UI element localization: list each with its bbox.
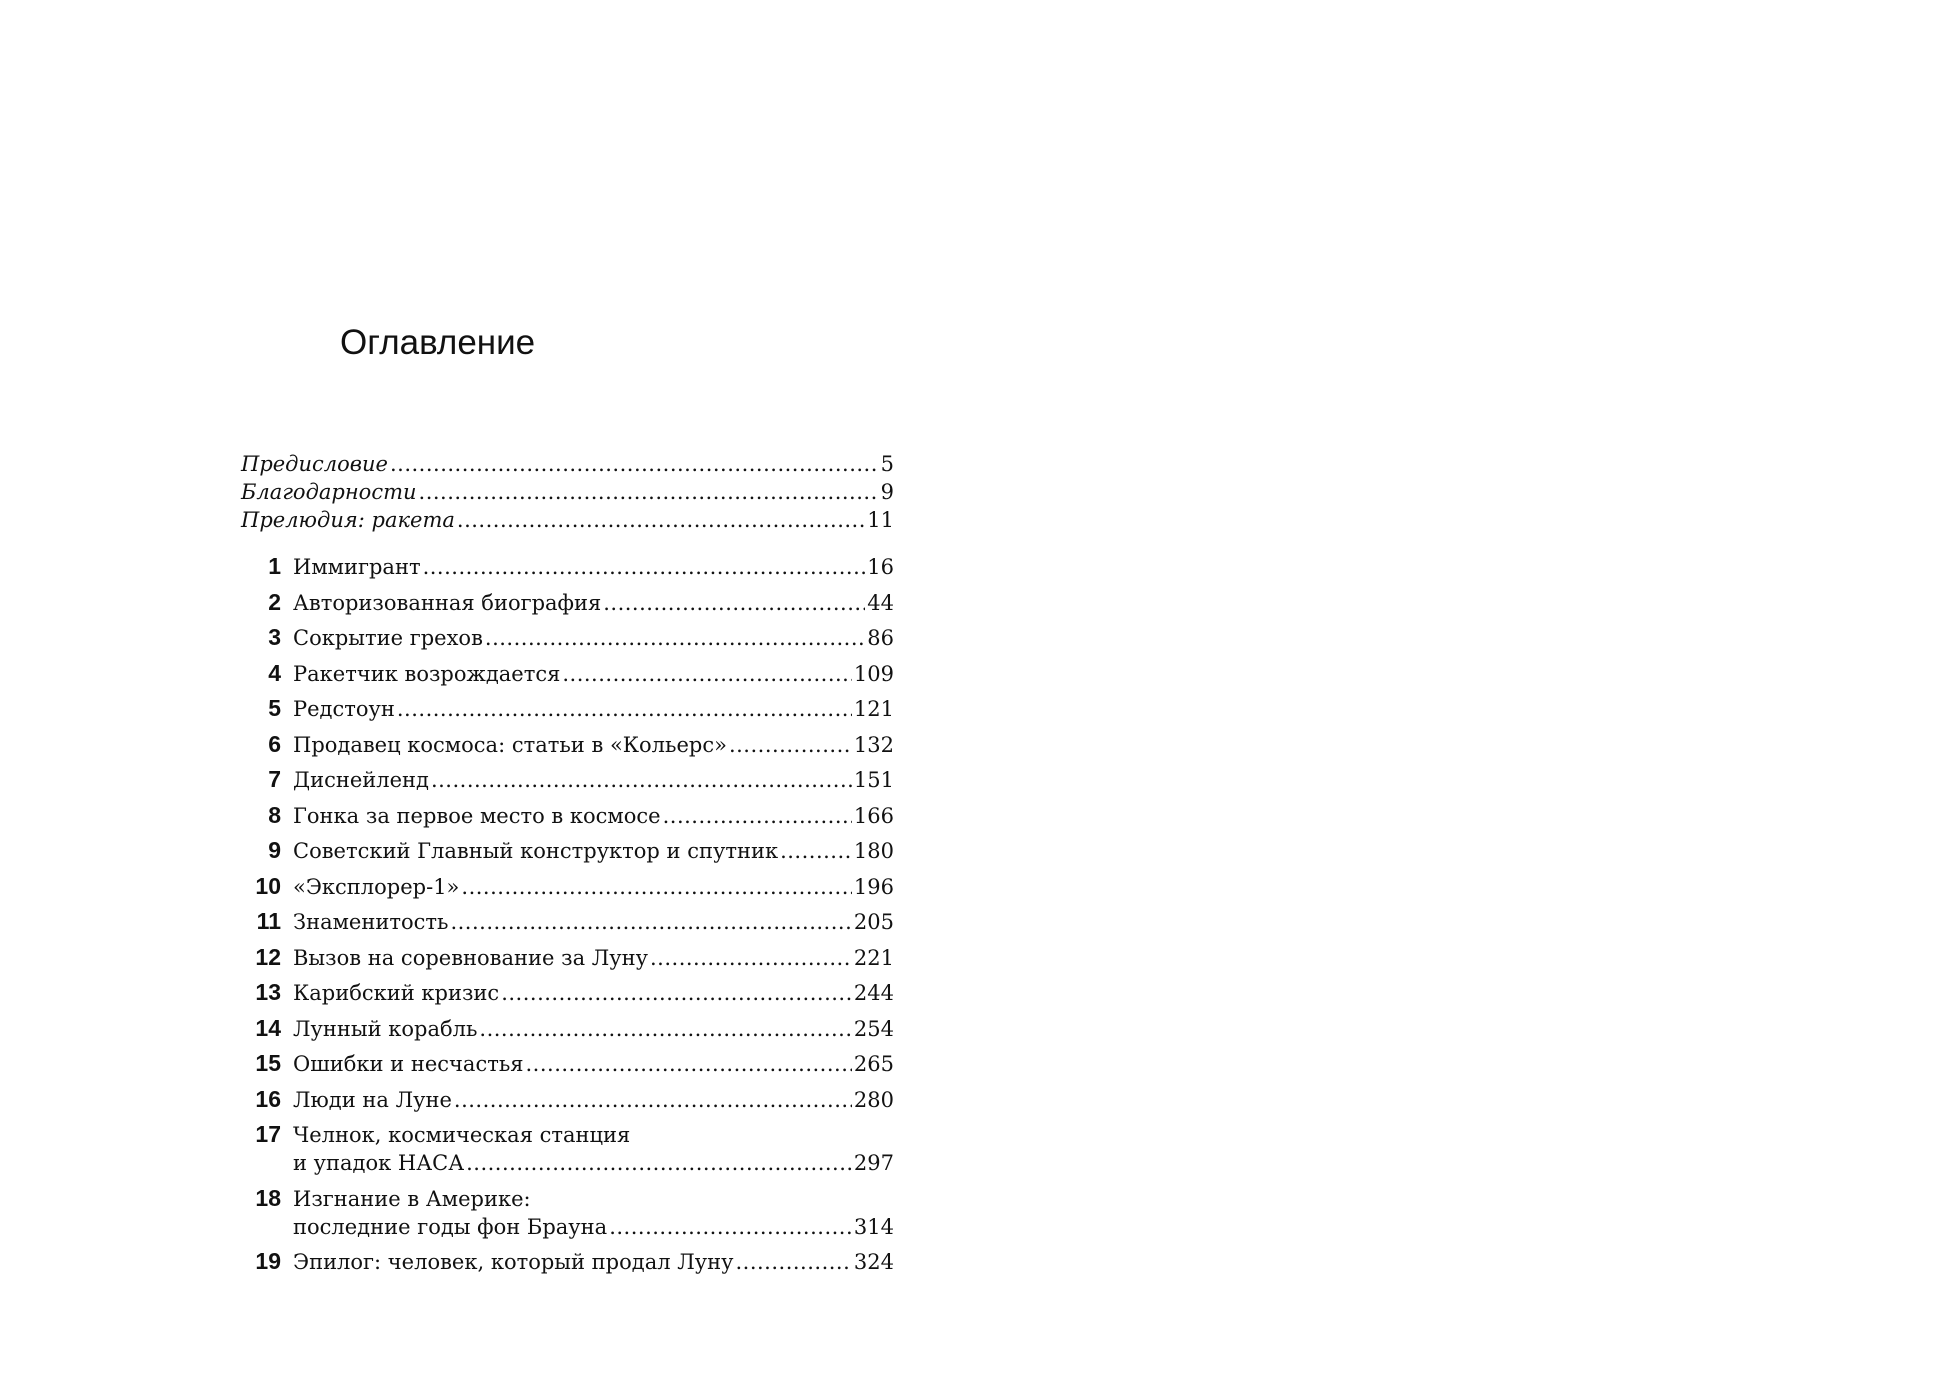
chapter-entry[interactable] [241, 1247, 894, 1276]
chapter-title-line [293, 1213, 894, 1241]
chapter-body [293, 660, 894, 688]
chapter-entry[interactable] [241, 836, 894, 865]
chapter-entry[interactable] [241, 943, 894, 972]
chapter-title-text: Диснейленд [293, 768, 429, 792]
chapter-entry[interactable] [241, 1120, 894, 1177]
chapter-title-line [293, 731, 894, 759]
chapter-body [293, 695, 894, 723]
chapter-entry[interactable] [241, 765, 894, 794]
page-number: 121 [853, 697, 894, 721]
entry-title: Прелюдия: ракета [241, 508, 455, 532]
dot-leader [390, 450, 879, 478]
chapter-title-text: Ошибки и несчастья [293, 1052, 524, 1076]
page-number: 280 [853, 1087, 894, 1112]
table-of-contents [241, 450, 894, 1283]
page-number: 196 [853, 874, 894, 899]
dot-leader [603, 589, 865, 617]
dot-leader [479, 1015, 852, 1043]
chapter-number: 13 [255, 979, 281, 1005]
chapter-title-line [293, 1185, 894, 1213]
chapter-number: 4 [268, 659, 281, 686]
chapter-number: 5 [268, 695, 281, 721]
page-number: 244 [853, 981, 894, 1005]
chapter-number: 1 [268, 553, 281, 579]
page-number: 5 [880, 452, 894, 476]
dot-leader [526, 1050, 852, 1078]
dot-leader [650, 944, 852, 972]
chapter-entry[interactable] [241, 588, 894, 617]
page-number: 16 [867, 555, 894, 579]
page-number: 324 [853, 1250, 894, 1274]
chapter-number: 11 [256, 908, 281, 934]
chapter-number: 17 [255, 1121, 281, 1147]
chapter-title-text: Вызов на соревнование за Луну [293, 945, 648, 970]
page-number: 254 [853, 1016, 894, 1041]
chapter-entry[interactable] [241, 872, 894, 901]
page-number: 314 [853, 1214, 894, 1239]
chapter-title-line [293, 1149, 894, 1177]
chapter-body [293, 802, 894, 830]
page-number: 86 [867, 626, 894, 650]
chapter-body [293, 731, 894, 759]
dot-leader [457, 506, 865, 534]
chapter-body [293, 1050, 894, 1078]
chapter-title-line [293, 944, 894, 972]
chapter-entry[interactable] [241, 730, 894, 759]
chapter-title-text: Советский Главный конструктор и спутник [293, 839, 779, 863]
dot-leader [735, 1248, 851, 1276]
chapter-number: 9 [268, 837, 281, 863]
chapter-title-line [293, 908, 894, 936]
page-number: 205 [853, 910, 894, 934]
dot-leader [485, 624, 865, 652]
chapter-body [293, 979, 894, 1007]
chapter-title-line [293, 802, 894, 830]
chapter-number: 8 [268, 801, 281, 828]
chapter-body [293, 1015, 894, 1043]
page-number: 9 [880, 480, 894, 504]
chapter-title-line [293, 695, 894, 723]
chapter-title-text: Челнок, космическая станция [293, 1123, 631, 1147]
chapter-body [293, 944, 894, 972]
chapter-number: 18 [255, 1184, 281, 1211]
dot-leader [397, 695, 852, 723]
chapter-body [293, 1121, 894, 1177]
page-number: 221 [853, 945, 894, 970]
chapter-number: 19 [255, 1248, 281, 1274]
chapter-number: 7 [268, 766, 281, 792]
entry-title: Благодарности [241, 480, 417, 504]
chapter-body [293, 1185, 894, 1241]
chapter-number: 14 [255, 1014, 281, 1041]
chapter-title-line [293, 1050, 894, 1078]
chapter-title-line [293, 1248, 894, 1276]
chapter-title-text: Лунный корабль [293, 1016, 478, 1041]
chapter-entry[interactable] [241, 978, 894, 1007]
page-title: Оглавление [340, 323, 536, 362]
chapter-title-text: Изгнание в Америке: [293, 1186, 531, 1211]
page-number: 109 [853, 661, 894, 686]
chapter-entry[interactable] [241, 1014, 894, 1043]
chapter-body [293, 589, 894, 617]
chapter-title-text: Редстоун [293, 697, 395, 721]
chapter-title-line [293, 553, 894, 581]
chapter-body [293, 553, 894, 581]
chapter-body [293, 837, 894, 865]
chapter-number: 10 [255, 872, 281, 899]
dot-leader [729, 731, 852, 759]
chapter-number: 3 [268, 624, 281, 650]
dot-leader [431, 766, 852, 794]
chapter-title-line [293, 1015, 894, 1043]
chapter-title-text: и упадок НАСА [293, 1151, 465, 1175]
chapter-title-text: Продавец космоса: статьи в «Кольерс» [293, 732, 727, 757]
chapter-number: 6 [268, 730, 281, 757]
chapter-title-text: Знаменитость [293, 910, 449, 934]
chapter-title-line [293, 624, 894, 652]
front-matter-list [241, 450, 894, 534]
chapter-body [293, 766, 894, 794]
front-matter-entry[interactable] [241, 478, 894, 506]
chapter-title-line [293, 766, 894, 794]
chapter-body [293, 908, 894, 936]
chapter-body [293, 1086, 894, 1114]
chapter-title-line [293, 1086, 894, 1114]
page-number: 297 [853, 1151, 894, 1175]
dot-leader [609, 1213, 852, 1241]
chapter-title-line [293, 1121, 894, 1149]
page-number: 166 [853, 803, 894, 828]
chapter-entry[interactable] [241, 801, 894, 830]
chapter-title-line [293, 589, 894, 617]
chapter-number: 16 [255, 1085, 281, 1112]
front-matter-entry[interactable] [241, 506, 894, 534]
chapter-number: 15 [255, 1050, 281, 1076]
chapter-entry[interactable] [241, 1049, 894, 1078]
dot-leader [466, 1149, 852, 1177]
chapter-title-text: Ракетчик возрождается [293, 661, 561, 686]
page-number: 132 [853, 732, 894, 757]
chapter-number: 12 [255, 943, 281, 970]
dot-leader [454, 1086, 852, 1114]
dot-leader [663, 802, 852, 830]
page-number: 180 [853, 839, 894, 863]
page-number: 11 [867, 508, 894, 532]
chapter-entry[interactable] [241, 552, 894, 581]
page-number: 151 [853, 768, 894, 792]
chapter-title-text: Люди на Луне [293, 1087, 452, 1112]
dot-leader [419, 478, 879, 506]
chapter-list [241, 552, 894, 1276]
dot-leader [501, 979, 852, 1007]
dot-leader [562, 660, 852, 688]
chapter-title-text: последние годы фон Брауна [293, 1214, 608, 1239]
chapter-entry[interactable] [241, 659, 894, 688]
page-number: 44 [867, 590, 894, 615]
chapter-title-text: «Эксплорер-1» [293, 874, 460, 899]
dot-leader [450, 908, 851, 936]
chapter-title-line [293, 873, 894, 901]
chapter-body [293, 873, 894, 901]
chapter-body [293, 1248, 894, 1276]
dot-leader [780, 837, 852, 865]
chapter-entry[interactable] [241, 623, 894, 652]
chapter-title-text: Иммигрант [293, 555, 421, 579]
dot-leader [461, 873, 852, 901]
chapter-title-text: Карибский кризис [293, 981, 500, 1005]
page-number: 265 [853, 1052, 894, 1076]
chapter-number: 2 [268, 588, 281, 615]
chapter-title-text: Гонка за первое место в космосе [293, 803, 661, 828]
chapter-title-line [293, 660, 894, 688]
chapter-title-text: Сокрытие грехов [293, 626, 483, 650]
entry-title: Предисловие [241, 452, 388, 476]
dot-leader [423, 553, 866, 581]
chapter-title-text: Авторизованная биография [293, 590, 602, 615]
front-matter-entry[interactable] [241, 450, 894, 478]
chapter-title-line [293, 837, 894, 865]
chapter-entry[interactable] [241, 907, 894, 936]
chapter-entry[interactable] [241, 1184, 894, 1241]
chapter-entry[interactable] [241, 694, 894, 723]
chapter-title-text: Эпилог: человек, который продал Луну [293, 1250, 734, 1274]
chapter-entry[interactable] [241, 1085, 894, 1114]
chapter-title-line [293, 979, 894, 1007]
chapter-body [293, 624, 894, 652]
